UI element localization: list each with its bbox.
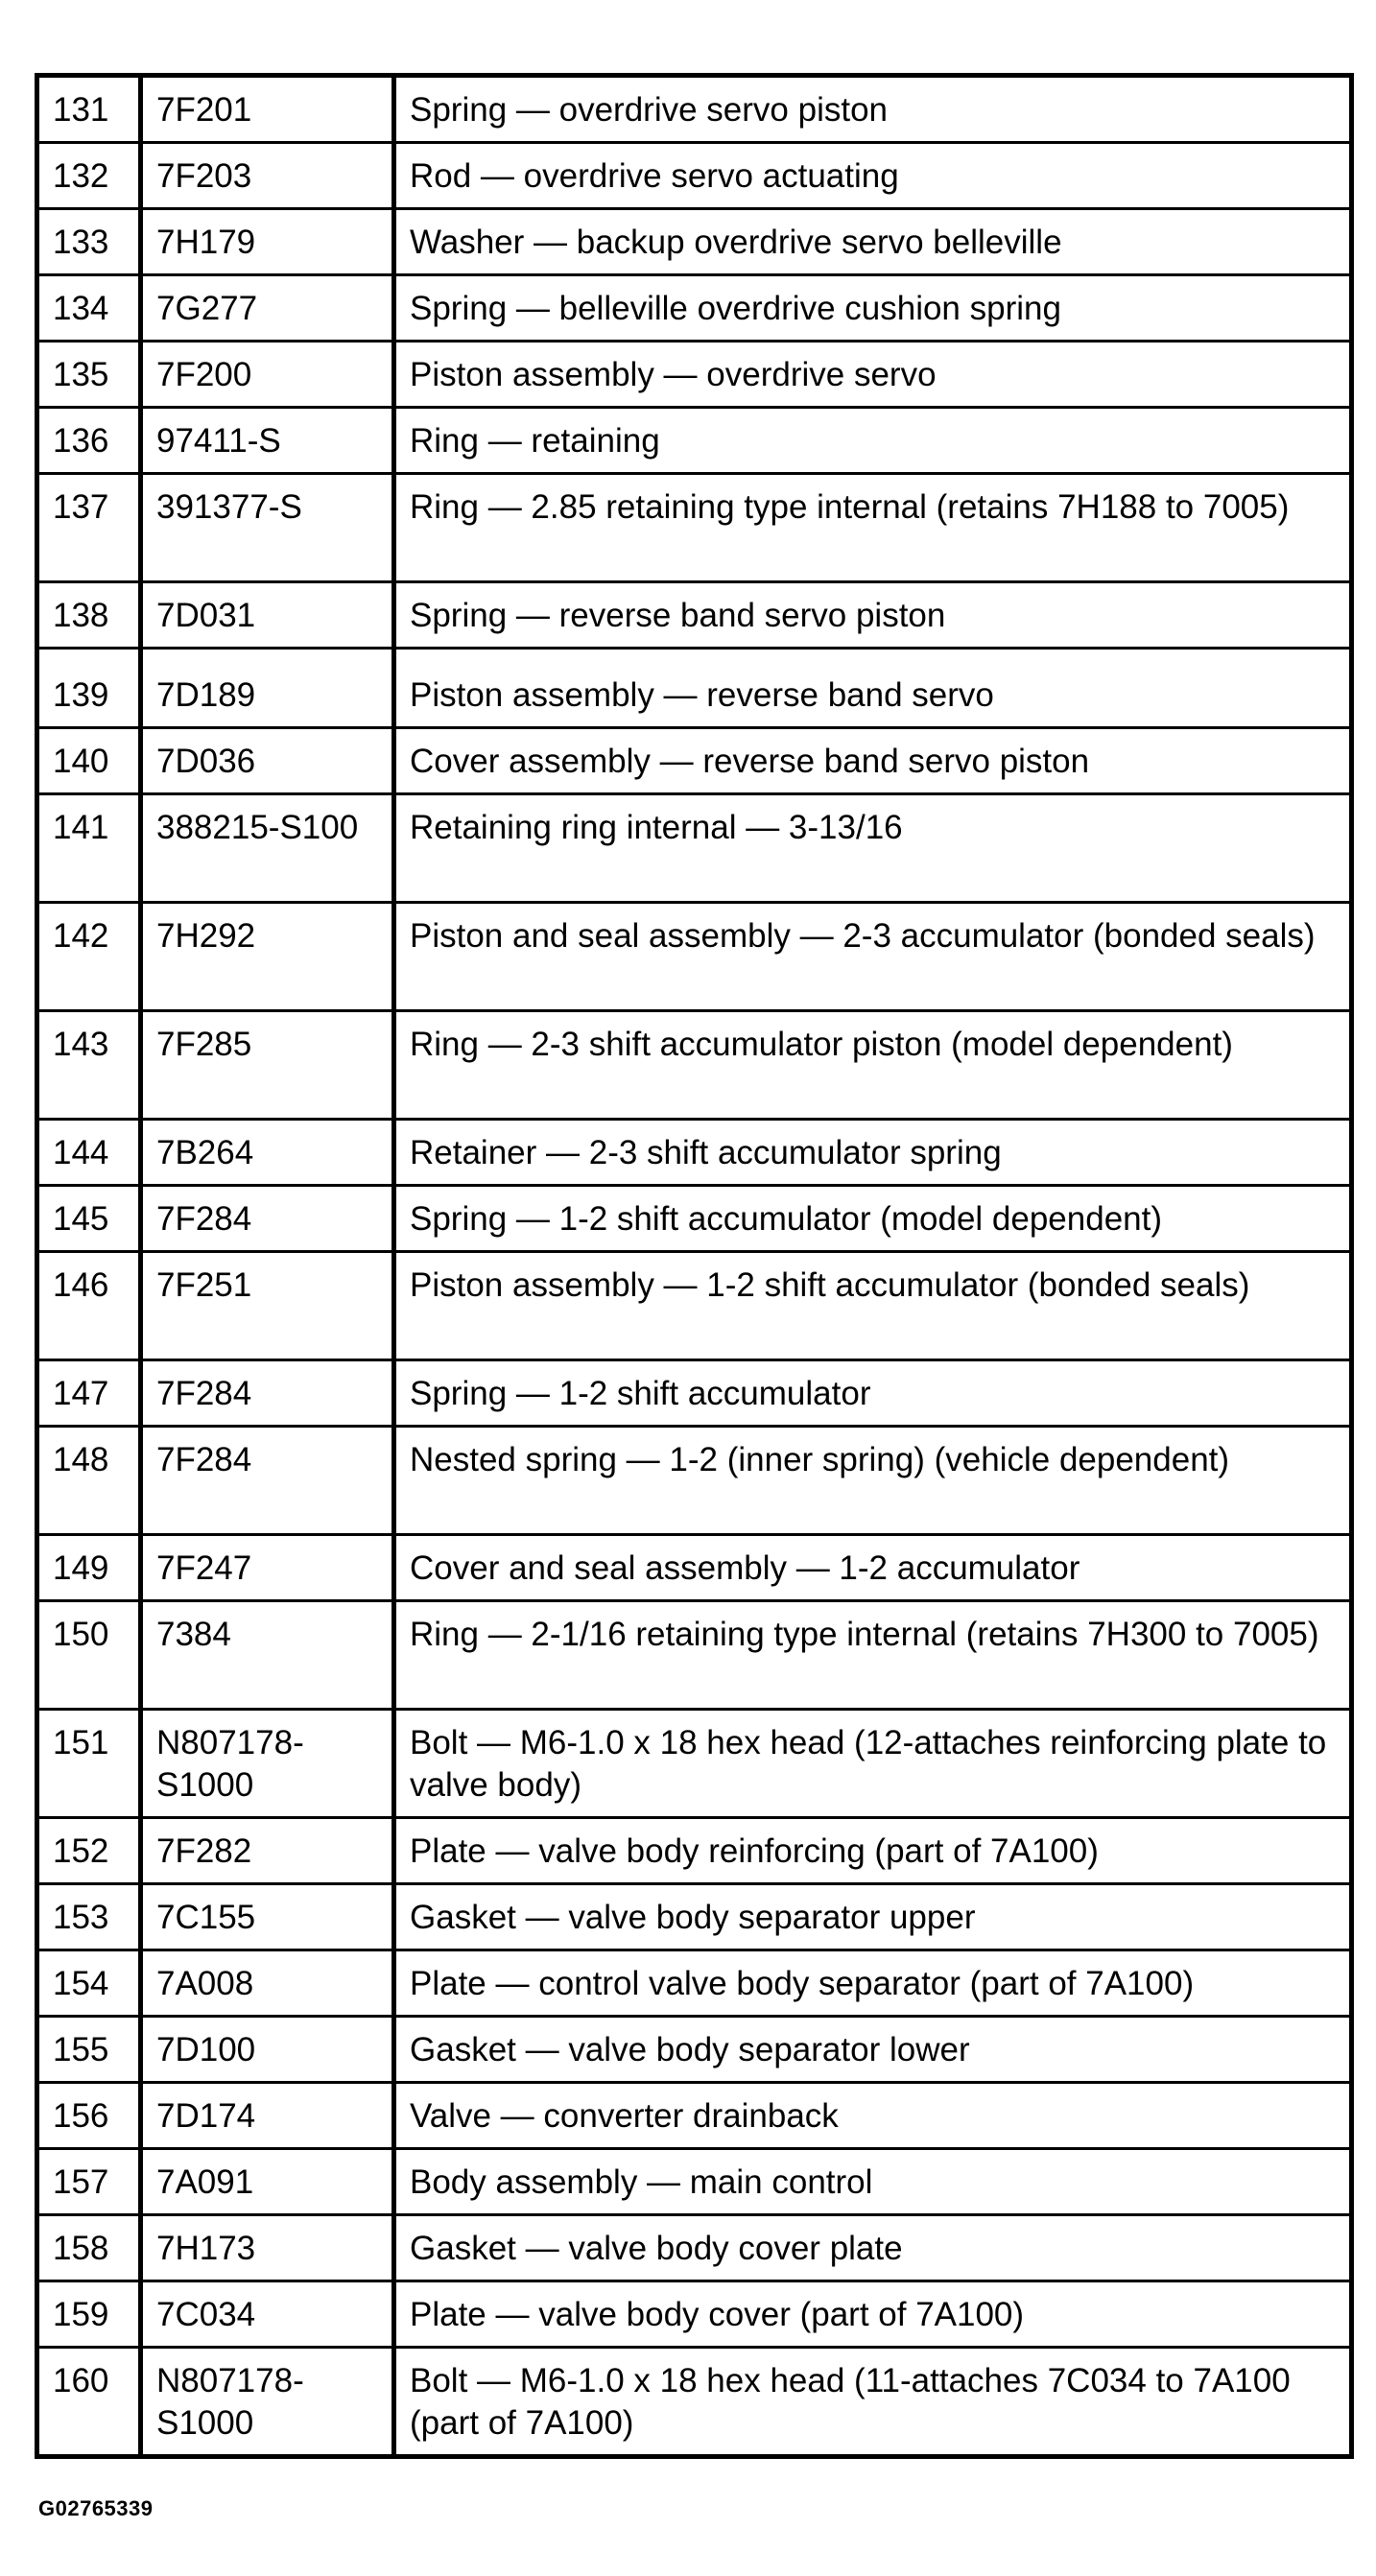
table-row	[37, 1710, 1352, 1818]
item-number-cell: 155	[37, 2017, 141, 2083]
part-number-cell: 7D100	[141, 2017, 394, 2083]
part-number-cell: 7G277	[141, 275, 394, 342]
part-number-cell: 7D174	[141, 2083, 394, 2149]
description-cell: Retainer — 2-3 shift accumulator spring	[394, 1120, 1352, 1186]
table-row	[37, 728, 1352, 794]
item-number-cell: 138	[37, 582, 141, 649]
table-row	[37, 2017, 1352, 2083]
description-cell: Plate — valve body reinforcing (part of 7A100)	[394, 1818, 1352, 1884]
part-number-cell: 7H173	[141, 2215, 394, 2281]
description-cell: Cover and seal assembly — 1-2 accumulator	[394, 1535, 1352, 1601]
item-number-cell: 144	[37, 1120, 141, 1186]
part-number-cell: N807178-S1000	[141, 1710, 394, 1818]
description-cell: Gasket — valve body cover plate	[394, 2215, 1352, 2281]
item-number-cell: 135	[37, 342, 141, 408]
table-row	[37, 582, 1352, 649]
part-number-cell: 7F200	[141, 342, 394, 408]
item-number-cell: 153	[37, 1884, 141, 1950]
table-row	[37, 1535, 1352, 1601]
description-cell: Spring — 1-2 shift accumulator	[394, 1360, 1352, 1427]
description-cell: Bolt — M6-1.0 x 18 hex head (12-attaches reinforcing plate to valve body)	[394, 1710, 1352, 1818]
figure-id: G02765339	[38, 2496, 154, 2520]
table-row	[37, 1884, 1352, 1950]
part-number-cell: 7F203	[141, 143, 394, 209]
item-number-cell: 149	[37, 1535, 141, 1601]
item-number-cell: 150	[37, 1601, 141, 1710]
table-row	[37, 1601, 1352, 1710]
item-number-cell: 139	[37, 649, 141, 728]
description-cell: Piston and seal assembly — 2-3 accumulator (bonded seals)	[394, 903, 1352, 1011]
table-row	[37, 794, 1352, 903]
table-row	[37, 1252, 1352, 1360]
item-number-cell: 148	[37, 1427, 141, 1535]
description-cell: Piston assembly — reverse band servo	[394, 649, 1352, 728]
table-row	[37, 1818, 1352, 1884]
description-cell: Gasket — valve body separator lower	[394, 2017, 1352, 2083]
item-number-cell: 154	[37, 1950, 141, 2017]
part-number-cell: 7D036	[141, 728, 394, 794]
description-cell: Piston assembly — 1-2 shift accumulator (bonded seals)	[394, 1252, 1352, 1360]
item-number-cell: 147	[37, 1360, 141, 1427]
parts-table-body	[37, 76, 1352, 2457]
table-row	[37, 2348, 1352, 2457]
table-row	[37, 474, 1352, 582]
part-number-cell: 7D189	[141, 649, 394, 728]
part-number-cell: 7F282	[141, 1818, 394, 1884]
description-cell: Ring — 2-1/16 retaining type internal (retains 7H300 to 7005)	[394, 1601, 1352, 1710]
description-cell: Ring — retaining	[394, 408, 1352, 474]
description-cell: Washer — backup overdrive servo belleville	[394, 209, 1352, 275]
table-row	[37, 2149, 1352, 2215]
part-number-cell: 7H179	[141, 209, 394, 275]
part-number-cell: 388215-S100	[141, 794, 394, 903]
part-number-cell: 7F251	[141, 1252, 394, 1360]
table-row	[37, 1360, 1352, 1427]
item-number-cell: 134	[37, 275, 141, 342]
table-row	[37, 342, 1352, 408]
item-number-cell: 151	[37, 1710, 141, 1818]
table-row	[37, 1011, 1352, 1120]
table-row	[37, 2281, 1352, 2348]
description-cell: Gasket — valve body separator upper	[394, 1884, 1352, 1950]
part-number-cell: 7C155	[141, 1884, 394, 1950]
item-number-cell: 142	[37, 903, 141, 1011]
part-number-cell: 7F201	[141, 76, 394, 143]
description-cell: Spring — reverse band servo piston	[394, 582, 1352, 649]
part-number-cell: 7F284	[141, 1427, 394, 1535]
description-cell: Spring — belleville overdrive cushion spring	[394, 275, 1352, 342]
part-number-cell: 7F247	[141, 1535, 394, 1601]
description-cell: Spring — 1-2 shift accumulator (model dependent)	[394, 1186, 1352, 1252]
item-number-cell: 141	[37, 794, 141, 903]
part-number-cell: 97411-S	[141, 408, 394, 474]
item-number-cell: 158	[37, 2215, 141, 2281]
table-row	[37, 2215, 1352, 2281]
table-row	[37, 143, 1352, 209]
description-cell: Ring — 2-3 shift accumulator piston (model dependent)	[394, 1011, 1352, 1120]
table-row	[37, 1186, 1352, 1252]
item-number-cell: 137	[37, 474, 141, 582]
part-number-cell: 7C034	[141, 2281, 394, 2348]
description-cell: Cover assembly — reverse band servo piston	[394, 728, 1352, 794]
table-row	[37, 903, 1352, 1011]
item-number-cell: 156	[37, 2083, 141, 2149]
table-row	[37, 408, 1352, 474]
description-cell: Nested spring — 1-2 (inner spring) (vehicle dependent)	[394, 1427, 1352, 1535]
table-row	[37, 1950, 1352, 2017]
part-number-cell: 7F284	[141, 1360, 394, 1427]
item-number-cell: 140	[37, 728, 141, 794]
parts-table	[35, 73, 1354, 2459]
item-number-cell: 132	[37, 143, 141, 209]
item-number-cell: 159	[37, 2281, 141, 2348]
description-cell: Plate — control valve body separator (part of 7A100)	[394, 1950, 1352, 2017]
part-number-cell: 7384	[141, 1601, 394, 1710]
part-number-cell: 7A008	[141, 1950, 394, 2017]
part-number-cell: 7H292	[141, 903, 394, 1011]
part-number-cell: 7B264	[141, 1120, 394, 1186]
part-number-cell: N807178-S1000	[141, 2348, 394, 2457]
description-cell: Rod — overdrive servo actuating	[394, 143, 1352, 209]
table-row	[37, 2083, 1352, 2149]
item-number-cell: 146	[37, 1252, 141, 1360]
part-number-cell: 7F285	[141, 1011, 394, 1120]
table-row	[37, 1120, 1352, 1186]
description-cell: Retaining ring internal — 3-13/16	[394, 794, 1352, 903]
item-number-cell: 131	[37, 76, 141, 143]
item-number-cell: 157	[37, 2149, 141, 2215]
item-number-cell: 133	[37, 209, 141, 275]
item-number-cell: 160	[37, 2348, 141, 2457]
description-cell: Valve — converter drainback	[394, 2083, 1352, 2149]
part-number-cell: 391377-S	[141, 474, 394, 582]
part-number-cell: 7D031	[141, 582, 394, 649]
description-cell: Plate — valve body cover (part of 7A100)	[394, 2281, 1352, 2348]
description-cell: Body assembly — main control	[394, 2149, 1352, 2215]
part-number-cell: 7A091	[141, 2149, 394, 2215]
item-number-cell: 152	[37, 1818, 141, 1884]
description-cell: Bolt — M6-1.0 x 18 hex head (11-attaches 7C034 to 7A100 (part of 7A100)	[394, 2348, 1352, 2457]
description-cell: Ring — 2.85 retaining type internal (retains 7H188 to 7005)	[394, 474, 1352, 582]
description-cell: Piston assembly — overdrive servo	[394, 342, 1352, 408]
table-row	[37, 209, 1352, 275]
part-number-cell: 7F284	[141, 1186, 394, 1252]
table-row	[37, 275, 1352, 342]
table-row	[37, 1427, 1352, 1535]
item-number-cell: 143	[37, 1011, 141, 1120]
item-number-cell: 136	[37, 408, 141, 474]
item-number-cell: 145	[37, 1186, 141, 1252]
table-row	[37, 649, 1352, 728]
description-cell: Spring — overdrive servo piston	[394, 76, 1352, 143]
table-row	[37, 76, 1352, 143]
